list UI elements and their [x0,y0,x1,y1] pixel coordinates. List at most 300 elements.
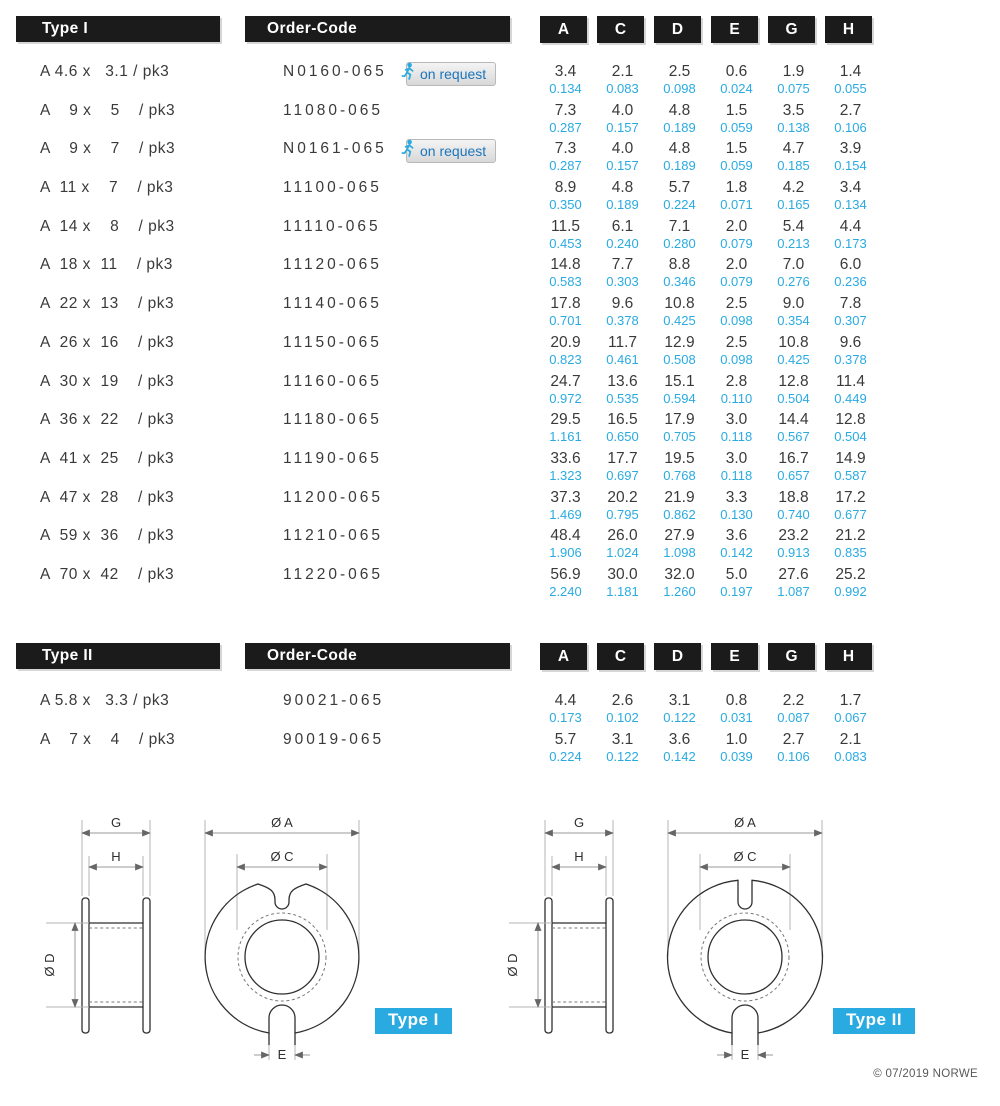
value-mm: 1.5 [725,101,748,119]
value-mm: 2.5 [725,333,748,351]
value-mm: 12.8 [835,411,866,429]
value-mm: 18.8 [778,488,809,506]
part-name: A 22 x 13 / pk3 [40,295,175,313]
value-cell [708,410,765,445]
value-cell [651,526,708,561]
value-inch: 0.378 [606,313,639,329]
value-mm: 4.8 [611,179,634,197]
value-mm: 7.7 [611,256,634,274]
value-cell [594,410,651,445]
dim-label-c: Ø C [733,849,757,864]
value-inch: 0.122 [606,748,639,764]
order-code: 11150-065 [283,333,382,351]
value-cell [708,255,765,290]
value-inch: 0.677 [834,506,867,522]
value-mm: 3.6 [725,527,748,545]
value-cell [651,372,708,407]
value-inch: 0.083 [606,81,639,96]
value-mm: 14.9 [835,449,866,467]
value-inch: 0.453 [549,235,582,251]
value-mm: 1.8 [725,179,748,197]
value-mm: 3.0 [725,449,748,467]
value-mm: 4.2 [782,179,805,197]
value-mm: 23.2 [778,527,809,545]
value-mm: 37.3 [550,488,581,506]
column-header-a: A [540,16,587,43]
order-code: 11200-065 [283,488,383,506]
value-mm: 1.9 [782,63,805,80]
value-cell [708,372,765,407]
table-header [0,643,1000,671]
value-mm: 7.0 [782,256,805,274]
value-cell [537,691,594,726]
value-cell [822,410,879,445]
value-mm: 4.8 [668,140,691,158]
dim-label-a: Ø A [734,815,756,830]
value-cell [651,691,708,726]
value-inch: 0.106 [777,748,810,764]
value-cell [651,294,708,329]
table-row [0,62,1000,101]
value-inch: 1.906 [549,545,582,561]
value-inch: 1.469 [549,506,582,522]
value-mm: 3.4 [554,63,577,80]
value-inch: 0.055 [834,81,867,96]
column-header-c: C [597,643,644,670]
column-header-d: D [654,16,701,43]
order-code: 11210-065 [283,527,383,545]
value-cell [651,488,708,523]
value-cell [765,217,822,252]
part-name: A 47 x 28 / pk3 [40,488,175,506]
column-header-c: C [597,16,644,43]
value-cell [765,691,822,726]
value-inch: 0.583 [549,274,582,290]
dim-label-c: Ø C [270,849,294,864]
value-cell [537,62,594,97]
value-mm: 2.5 [725,295,748,313]
value-cell [537,255,594,290]
value-inch: 0.118 [720,467,753,483]
value-inch: 0.307 [834,313,867,329]
value-mm: 2.8 [725,372,748,390]
part-name: A 9 x 7 / pk3 [40,140,176,158]
dim-label-a: Ø A [271,815,293,830]
value-cell [765,488,822,523]
value-cell [822,255,879,290]
table-row [0,730,1000,769]
section-title-type-i: Type I [16,16,220,42]
table-row [0,565,1000,604]
value-cell [594,333,651,368]
order-code: 11100-065 [283,179,382,197]
value-cell [822,372,879,407]
value-mm: 3.1 [611,730,634,748]
value-cell [765,139,822,174]
value-inch: 0.067 [834,710,867,725]
value-cell [594,101,651,136]
value-cell [765,294,822,329]
value-inch: 0.102 [606,710,639,725]
value-inch: 0.280 [663,235,696,251]
value-inch: 0.157 [606,119,639,135]
value-inch: 0.079 [720,235,753,251]
value-mm: 16.7 [778,449,809,467]
value-inch: 1.260 [663,583,696,599]
value-mm: 20.9 [550,333,581,351]
value-inch: 0.157 [606,158,639,174]
value-inch: 0.059 [720,119,753,135]
table-header [0,16,1000,44]
value-mm: 17.8 [550,295,581,313]
value-inch: 0.449 [834,390,867,406]
value-cell [765,178,822,213]
value-mm: 7.3 [554,140,577,158]
value-cell [594,488,651,523]
value-inch: 0.130 [720,506,753,522]
table-type-i [0,16,1000,604]
value-cell [651,217,708,252]
value-inch: 0.087 [777,710,810,725]
value-mm: 27.9 [664,527,695,545]
dim-label-h: H [574,849,584,864]
part-name: A 26 x 16 / pk3 [40,333,175,351]
value-cell [594,691,651,726]
column-header-h: H [825,16,872,43]
value-inch: 0.992 [834,583,867,599]
table-row [0,691,1000,730]
column-header-a: A [540,643,587,670]
table-row [0,217,1000,256]
runner-icon [401,139,416,158]
value-mm: 8.8 [668,256,691,274]
value-cell [537,294,594,329]
value-mm: 27.6 [778,565,809,583]
value-mm: 14.8 [550,256,581,274]
table-rows [0,691,1000,768]
table-row [0,372,1000,411]
value-mm: 2.7 [839,101,862,119]
value-mm: 16.5 [607,411,638,429]
part-name: A 7 x 4 / pk3 [40,730,176,748]
copyright-footer: © 07/2019 NORWE [873,1068,978,1080]
value-mm: 29.5 [550,411,581,429]
value-inch: 1.181 [606,583,639,599]
value-mm: 2.1 [611,63,634,80]
value-mm: 48.4 [550,527,581,545]
value-inch: 0.185 [777,158,810,174]
value-inch: 0.697 [606,467,639,483]
value-mm: 9.6 [611,295,634,313]
value-inch: 0.913 [777,545,810,561]
value-cell [822,526,879,561]
value-mm: 3.6 [668,730,691,748]
value-inch: 0.173 [834,235,867,251]
value-cell [594,526,651,561]
part-name: A 14 x 8 / pk3 [40,217,175,235]
value-cell [537,449,594,484]
value-inch: 0.138 [777,119,810,135]
value-mm: 13.6 [607,372,638,390]
value-inch: 0.106 [834,119,867,135]
value-cell [594,565,651,600]
value-inch: 0.768 [663,467,696,483]
value-inch: 0.165 [777,197,810,213]
value-mm: 56.9 [550,565,581,583]
value-mm: 7.1 [668,217,691,235]
value-mm: 2.1 [839,730,862,748]
value-cell [594,139,651,174]
dim-label-g: G [573,815,585,830]
value-cell [708,62,765,97]
part-name: A 30 x 19 / pk3 [40,372,175,390]
value-inch: 0.657 [777,467,810,483]
value-mm: 33.6 [550,449,581,467]
order-code: N0160-065 [283,63,387,80]
value-cell [708,294,765,329]
value-cell [708,526,765,561]
order-code: 11110-065 [283,217,381,235]
value-cell [822,139,879,174]
value-mm: 2.2 [782,692,805,709]
section-title-type-ii: Type II [16,643,220,669]
value-inch: 0.154 [834,158,867,174]
value-cell [765,526,822,561]
value-mm: 24.7 [550,372,581,390]
value-inch: 0.346 [663,274,696,290]
value-inch: 0.142 [720,545,753,561]
value-cell [765,333,822,368]
value-cell [708,691,765,726]
value-cell [651,139,708,174]
value-cell [537,488,594,523]
value-inch: 1.087 [777,583,810,599]
value-cell [651,62,708,97]
value-cell [537,333,594,368]
order-code: N0161-065 [283,140,387,158]
value-cell [708,333,765,368]
column-header-e: E [711,643,758,670]
value-cell [822,449,879,484]
table-row [0,488,1000,527]
value-mm: 7.3 [554,101,577,119]
value-inch: 0.098 [720,313,753,329]
value-inch: 1.323 [549,467,582,483]
value-inch: 0.118 [720,429,753,445]
value-mm: 3.9 [839,140,862,158]
value-mm: 2.7 [782,730,805,748]
value-cell [765,255,822,290]
value-cell [537,565,594,600]
value-cell [822,217,879,252]
value-cell [822,62,879,97]
value-inch: 0.189 [663,158,696,174]
value-inch: 0.098 [663,81,696,96]
value-mm: 32.0 [664,565,695,583]
value-mm: 2.6 [611,692,634,709]
value-inch: 0.134 [834,197,867,213]
part-name: A 59 x 36 / pk3 [40,527,175,545]
value-cell [651,730,708,765]
value-inch: 0.303 [606,274,639,290]
part-name: A 5.8 x 3.3 / pk3 [40,692,170,709]
value-cell [765,730,822,765]
value-cell [822,691,879,726]
value-cell [822,178,879,213]
dim-label-e: E [277,1047,287,1062]
value-mm: 1.7 [839,692,862,709]
value-mm: 2.0 [725,217,748,235]
value-cell [822,565,879,600]
value-mm: 5.0 [725,565,748,583]
value-mm: 1.0 [725,730,748,748]
value-inch: 0.173 [549,710,582,725]
value-cell [708,139,765,174]
value-mm: 11.7 [607,333,638,351]
part-name: A 41 x 25 / pk3 [40,449,175,467]
part-name: A 11 x 7 / pk3 [40,179,174,197]
order-code: 11120-065 [283,256,382,274]
value-mm: 30.0 [607,565,638,583]
value-cell [537,139,594,174]
value-cell [537,372,594,407]
value-mm: 6.0 [839,256,862,274]
value-cell [594,255,651,290]
value-mm: 3.3 [725,488,748,506]
value-cell [651,255,708,290]
value-mm: 11.5 [550,217,581,235]
value-cell [708,488,765,523]
value-inch: 0.795 [606,506,639,522]
value-mm: 17.2 [835,488,866,506]
value-cell [537,178,594,213]
value-cell [822,488,879,523]
on-request-badge[interactable] [406,139,496,163]
value-cell [708,178,765,213]
table-type-ii [0,643,1000,768]
value-mm: 4.7 [782,140,805,158]
value-cell [594,178,651,213]
on-request-badge[interactable] [406,62,496,86]
part-name: A 70 x 42 / pk3 [40,565,175,583]
table-row [0,333,1000,372]
table-row [0,410,1000,449]
value-inch: 1.161 [549,429,582,445]
value-inch: 0.650 [606,429,639,445]
order-code: 11190-065 [283,449,382,467]
value-cell [765,410,822,445]
value-cell [708,565,765,600]
value-cell [537,217,594,252]
order-code: 11160-065 [283,372,382,390]
value-inch: 0.031 [720,710,753,725]
value-inch: 0.508 [663,351,696,367]
value-mm: 17.9 [664,411,695,429]
value-cell [594,62,651,97]
value-inch: 0.098 [720,351,753,367]
value-mm: 9.0 [782,295,805,313]
part-name: A 9 x 5 / pk3 [40,101,176,119]
value-cell [765,449,822,484]
part-name: A 4.6 x 3.1 / pk3 [40,63,170,80]
value-inch: 1.098 [663,545,696,561]
value-inch: 0.083 [834,748,867,764]
value-mm: 5.4 [782,217,805,235]
value-inch: 0.075 [777,81,810,96]
dim-label-g: G [110,815,122,830]
value-mm: 11.4 [835,372,866,390]
value-cell [708,217,765,252]
value-mm: 4.0 [611,140,634,158]
value-cell [708,449,765,484]
value-cell [594,294,651,329]
value-mm: 2.0 [725,256,748,274]
value-mm: 17.7 [607,449,638,467]
value-inch: 0.740 [777,506,810,522]
value-inch: 0.862 [663,506,696,522]
value-cell [651,333,708,368]
value-inch: 0.504 [777,390,810,406]
value-mm: 2.5 [668,63,691,80]
value-inch: 0.354 [777,313,810,329]
table-row [0,294,1000,333]
table-row [0,449,1000,488]
value-mm: 21.2 [835,527,866,545]
value-mm: 15.1 [664,372,695,390]
value-mm: 10.8 [778,333,809,351]
value-inch: 0.079 [720,274,753,290]
value-inch: 0.059 [720,158,753,174]
value-cell [822,333,879,368]
value-inch: 0.350 [549,197,582,213]
value-mm: 10.8 [664,295,695,313]
value-cell [708,730,765,765]
value-cell [594,372,651,407]
order-code: 11140-065 [283,295,382,313]
value-mm: 12.8 [778,372,809,390]
value-mm: 25.2 [835,565,866,583]
value-mm: 4.4 [554,692,577,709]
value-inch: 0.189 [663,119,696,135]
order-code: 11180-065 [283,411,382,429]
value-inch: 0.425 [777,351,810,367]
column-header-e: E [711,16,758,43]
value-cell [537,410,594,445]
order-code-header: Order-Code [245,643,510,669]
value-cell [651,449,708,484]
value-inch: 0.039 [720,748,753,764]
value-mm: 3.1 [668,692,691,709]
value-inch: 0.823 [549,351,582,367]
value-mm: 21.9 [664,488,695,506]
value-cell [651,565,708,600]
value-inch: 0.567 [777,429,810,445]
value-mm: 5.7 [554,730,577,748]
value-inch: 0.071 [720,197,753,213]
value-inch: 0.587 [834,467,867,483]
value-inch: 0.134 [549,81,582,96]
value-cell [765,372,822,407]
value-mm: 4.0 [611,101,634,119]
value-mm: 12.9 [664,333,695,351]
value-inch: 0.240 [606,235,639,251]
value-cell [765,101,822,136]
value-inch: 0.425 [663,313,696,329]
value-cell [651,410,708,445]
value-inch: 0.287 [549,158,582,174]
value-cell [822,730,879,765]
table-row [0,255,1000,294]
